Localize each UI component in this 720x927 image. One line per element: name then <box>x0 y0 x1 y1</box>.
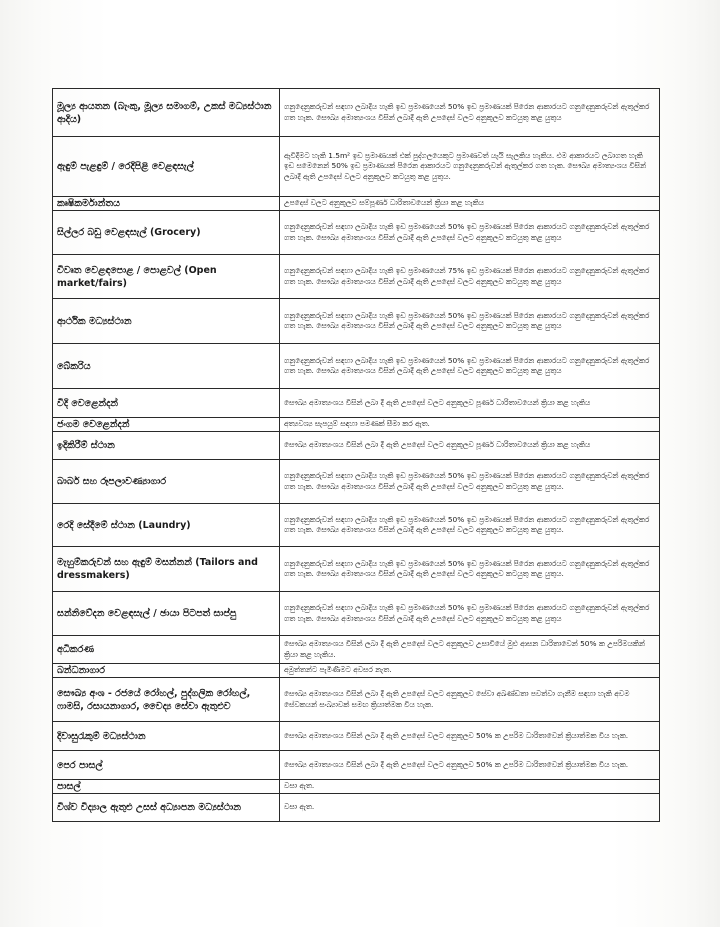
category-cell: මූල්‍ය ආයතන (බැංකු, මූල්‍ය සමාගම්, උකස් මධ්‍යස්ථාන ආදිය) <box>53 89 280 137</box>
category-cell: විවෘත වෙළඳපොළ / පොළවල් (Open market/fairs) <box>53 255 280 299</box>
table-row <box>53 636 660 664</box>
guideline-cell: අමුත්තන්ට පැමිණීමට අවසර නැත. <box>280 664 660 678</box>
guideline-cell: සෞඛ්‍ය අමාත්‍යංශය විසින් ලබා දී ඇති උපදෙස් වලට අනුකූලව 50% ක උපරිම ධාරිතාවෙන් ක්‍රියාත්මක විය හැක. <box>280 751 660 780</box>
table-row <box>53 89 660 137</box>
table-row <box>53 432 660 460</box>
table-row <box>53 389 660 418</box>
guideline-cell: ගනුදෙනුකරුවන් සඳහා ලබාදිය හැකි ඉඩ ප්‍රමාණයෙන් 50% ඉඩ ප්‍රමාණයක් පිරෙන ආකාරයට ගනුදෙනුකරුවන් ඇතුල්කර ගත හැක. සෞඛ්‍ය අමාත්‍යංශය විසින් ලබාදී ඇති උපදෙස් වලට අනුකූලව කටයුතු කළ යුතුය <box>280 211 660 255</box>
category-cell: ඇඳුම් පැළඳුම් / රෙදිපිළි වෙළඳසැල් <box>53 137 280 197</box>
category-cell: බාබර් සහ රූපලාවණ්‍යාගාර <box>53 460 280 504</box>
category-cell: කෘෂිකර්මාන්තය <box>53 197 280 211</box>
category-cell: බේකරිය <box>53 344 280 389</box>
table-row <box>53 780 660 794</box>
table-row <box>53 299 660 344</box>
guideline-cell: ගනුදෙනුකරුවන් සඳහා ලබාදිය හැකි ඉඩ ප්‍රමාණයෙන් 50% ඉඩ ප්‍රමාණයක් පිරෙන ආකාරයට ගනුදෙනුකරුවන් ඇතුල්කර ගත හැක. සෞඛ්‍ය අමාත්‍යංශය විසින් ලබාදී ඇති උපදෙස් වලට අනුකූලව කටයුතු කළ යුතුය. <box>280 547 660 592</box>
category-cell: ජංගම වෙළෙන්දන් <box>53 418 280 432</box>
table-row <box>53 592 660 636</box>
category-cell: සන්නිවේදන වෙළඳසැල් / ඡායා පිටපත් සාප්පු <box>53 592 280 636</box>
guideline-cell: ගනුදෙනුකරුවන් සඳහා ලබාදිය හැකි ඉඩ ප්‍රමාණයෙන් 50% ඉඩ ප්‍රමාණයක් පිරෙන ආකාරයට ගනුදෙනුකරුවන් ඇතුල්කර ගත හැක. සෞඛ්‍ය අමාත්‍යංශය විසින් ලබාදී ඇති උපදෙස් වලට අනුකූලව කටයුතු කළ යුතුය <box>280 89 660 137</box>
category-cell: ඉදිකිරීම් ස්ථාන <box>53 432 280 460</box>
guideline-cell: ගනුදෙනුකරුවන් සඳහා ලබාදිය හැකි ඉඩ ප්‍රමාණයෙන් 50% ඉඩ ප්‍රමාණයක් පිරෙන ආකාරයට ගනුදෙනුකරුවන් ඇතුල්කර ගත හැක. සෞඛ්‍ය අමාත්‍යංශය විසින් ලබාදී ඇති උපදෙස් වලට අනුකූලව කටයුතු කළ යුතුය <box>280 299 660 344</box>
category-cell: පෙර පාසල් <box>53 751 280 780</box>
table-row <box>53 751 660 780</box>
table-row <box>53 722 660 751</box>
guidelines-table <box>52 88 660 822</box>
guideline-cell: ඇවිදීමට හැකි 1.5m² ඉඩ ප්‍රමාණයක් එක් පුද්ගලයෙකුට ප්‍රමාණවත් යැයි සැලකිය හැකිය. එම ආකාරයට ලබාගත හැකි ඉඩ සමෙනෙන් 50% ඉඩ ප්‍රමාණයක් පිරෙන ආකාරයට ගනුදෙනුකරුවන් ඇතුල්කර ගත හැක. සෞඛ්‍ය අමාත්‍යංශය විසින් ලබාදී ඇති උපදෙස් වලට අනුකූලව කටයුතු කළ යුතුය. <box>280 137 660 197</box>
table-row <box>53 418 660 432</box>
guideline-cell: ගනුදෙනුකරුවන් සඳහා ලබාදිය හැකි ඉඩ ප්‍රමාණයෙන් 50% ඉඩ ප්‍රමාණයක් පිරෙන ආකාරයට ගනුදෙනුකරුවන් ඇතුල්කර ගත හැක. සෞඛ්‍ය අමාත්‍යංශය විසින් ලබාදී ඇති උපදෙස් වලට අනුකූලව කටයුතු කළ යුතුය. <box>280 504 660 547</box>
category-cell: සෞඛ්‍ය අංශ - රජයේ රෝහල්, පුද්ගලික රෝහල්, ෆාමසි, රසායනාගාර, වෛද්‍ය සේවා ඇතුළුව <box>53 678 280 722</box>
category-cell: පාසල් <box>53 780 280 794</box>
guideline-cell: ගනුදෙනුකරුවන් සඳහා ලබාදිය හැකි ඉඩ ප්‍රමාණයෙන් 75% ඉඩ ප්‍රමාණයක් පිරෙන ආකාරයට ගනුදෙනුකරුවන් ඇතුල්කර ගත හැක. සෞඛ්‍ය අමාත්‍යංශය විසින් ලබාදී ඇති උපදෙස් වලට අනුකූලව කටයුතු කළ යුතුය <box>280 255 660 299</box>
table-row <box>53 137 660 197</box>
category-cell: වීදි වෙළෙන්දන් <box>53 389 280 418</box>
guideline-cell: අත්‍යවශ්‍ය සැපයුම් සඳහා පමණක් සීමා කර ඇත. <box>280 418 660 432</box>
table-row <box>53 460 660 504</box>
category-cell: අධිකරණ <box>53 636 280 664</box>
table-row <box>53 344 660 389</box>
table-row <box>53 678 660 722</box>
category-cell: දිවාසුරැකුම් මධ්‍යස්ථාන <box>53 722 280 751</box>
table-row <box>53 664 660 678</box>
table-row <box>53 504 660 547</box>
category-cell: මැහුම්කරුවන් සහ ඇඳුම් මසන්නන් (Tailors and dressmakers) <box>53 547 280 592</box>
table-row <box>53 255 660 299</box>
guidelines-table-body <box>53 89 660 822</box>
guideline-cell: ගනුදෙනුකරුවන් සඳහා ලබාදිය හැකි ඉඩ ප්‍රමාණයෙන් 50% ඉඩ ප්‍රමාණයක් පිරෙන ආකාරයට ගනුදෙනුකරුවන් ඇතුල්කර ගත හැක. සෞඛ්‍ය අමාත්‍යංශය විසින් ලබාදී ඇති උපදෙස් වලට අනුකූලව කටයුතු කළ යුතුය. <box>280 460 660 504</box>
guideline-cell: සෞඛ්‍ය අමාත්‍යංශය විසින් ලබා දී ඇති උපදෙස් වලට අනුකූලව 50% ක උපරිම ධාරිතාවෙන් ක්‍රියාත්මක විය හැක. <box>280 722 660 751</box>
guideline-cell: උපදෙස් වලට අනුකූලව සම්පූර්ණ ධාරිතාවයෙන් ක්‍රියා කළ හැකිය <box>280 197 660 211</box>
guideline-cell: සෞඛ්‍ය අමාත්‍යංශය විසින් ලබා දී ඇති උපදෙස් වලට අනුකූලව සේවා අඛණ්ඩතා පවත්වා ගැනීම සඳහා හැකි අවම සේවකයන් සංඛ්‍යාවක් සමඟ ක්‍රියාත්මක විය හැක. <box>280 678 660 722</box>
category-cell: රෙදි සේදීමේ ස්ථාන (Laundry) <box>53 504 280 547</box>
guideline-cell: සෞඛ්‍ය අමාත්‍යංශය විසින් ලබා දී ඇති උපදෙස් වලට අනුකූලව උසාවියේ මුළු ආසන ධාරිතාවෙන් 50% ක උපරිමයකින් ක්‍රියා කළ හැකිය. <box>280 636 660 664</box>
category-cell: සිල්ලර බඩු වෙළඳසැල් (Grocery) <box>53 211 280 255</box>
category-cell: බන්ධනාගාර <box>53 664 280 678</box>
table-row <box>53 794 660 822</box>
table-row <box>53 547 660 592</box>
category-cell: ආර්ථික මධ්‍යස්ථාන <box>53 299 280 344</box>
guideline-cell: සෞඛ්‍ය අමාත්‍යංශය විසින් ලබා දී ඇති උපදෙස් වලට අනුකූලව පූර්ණ ධාරිතාවයෙන් ක්‍රියා කළ හැකිය <box>280 432 660 460</box>
table-row <box>53 197 660 211</box>
guideline-cell: ගනුදෙනුකරුවන් සඳහා ලබාදිය හැකි ඉඩ ප්‍රමාණයෙන් 50% ඉඩ ප්‍රමාණයක් පිරෙන ආකාරයට ගනුදෙනුකරුවන් ඇතුල්කර ගත හැක. සෞඛ්‍ය අමාත්‍යංශය විසින් ලබාදී ඇති උපදෙස් වලට අනුකූලව කටයුතු කළ යුතුය <box>280 592 660 636</box>
table-row <box>53 211 660 255</box>
category-cell: විශ්ව විද්‍යාල ඇතුළු උසස් අධ්‍යාපන මධ්‍යස්ථාන <box>53 794 280 822</box>
guideline-cell: වසා ඇත. <box>280 794 660 822</box>
guideline-cell: වසා ඇත. <box>280 780 660 794</box>
guideline-cell: සෞඛ්‍ය අමාත්‍යංශය විසින් ලබා දී ඇති උපදෙස් වලට අනුකූලව පූර්ණ ධාරිතාවයෙන් ක්‍රියා කළ හැකිය <box>280 389 660 418</box>
guideline-cell: ගනුදෙනුකරුවන් සඳහා ලබාදිය හැකි ඉඩ ප්‍රමාණයෙන් 50% ඉඩ ප්‍රමාණයක් පිරෙන ආකාරයට ගනුදෙනුකරුවන් ඇතුල්කර ගත හැක. සෞඛ්‍ය අමාත්‍යංශය විසින් ලබාදී ඇති උපදෙස් වලට අනුකූලව කටයුතු කළ යුතුය <box>280 344 660 389</box>
